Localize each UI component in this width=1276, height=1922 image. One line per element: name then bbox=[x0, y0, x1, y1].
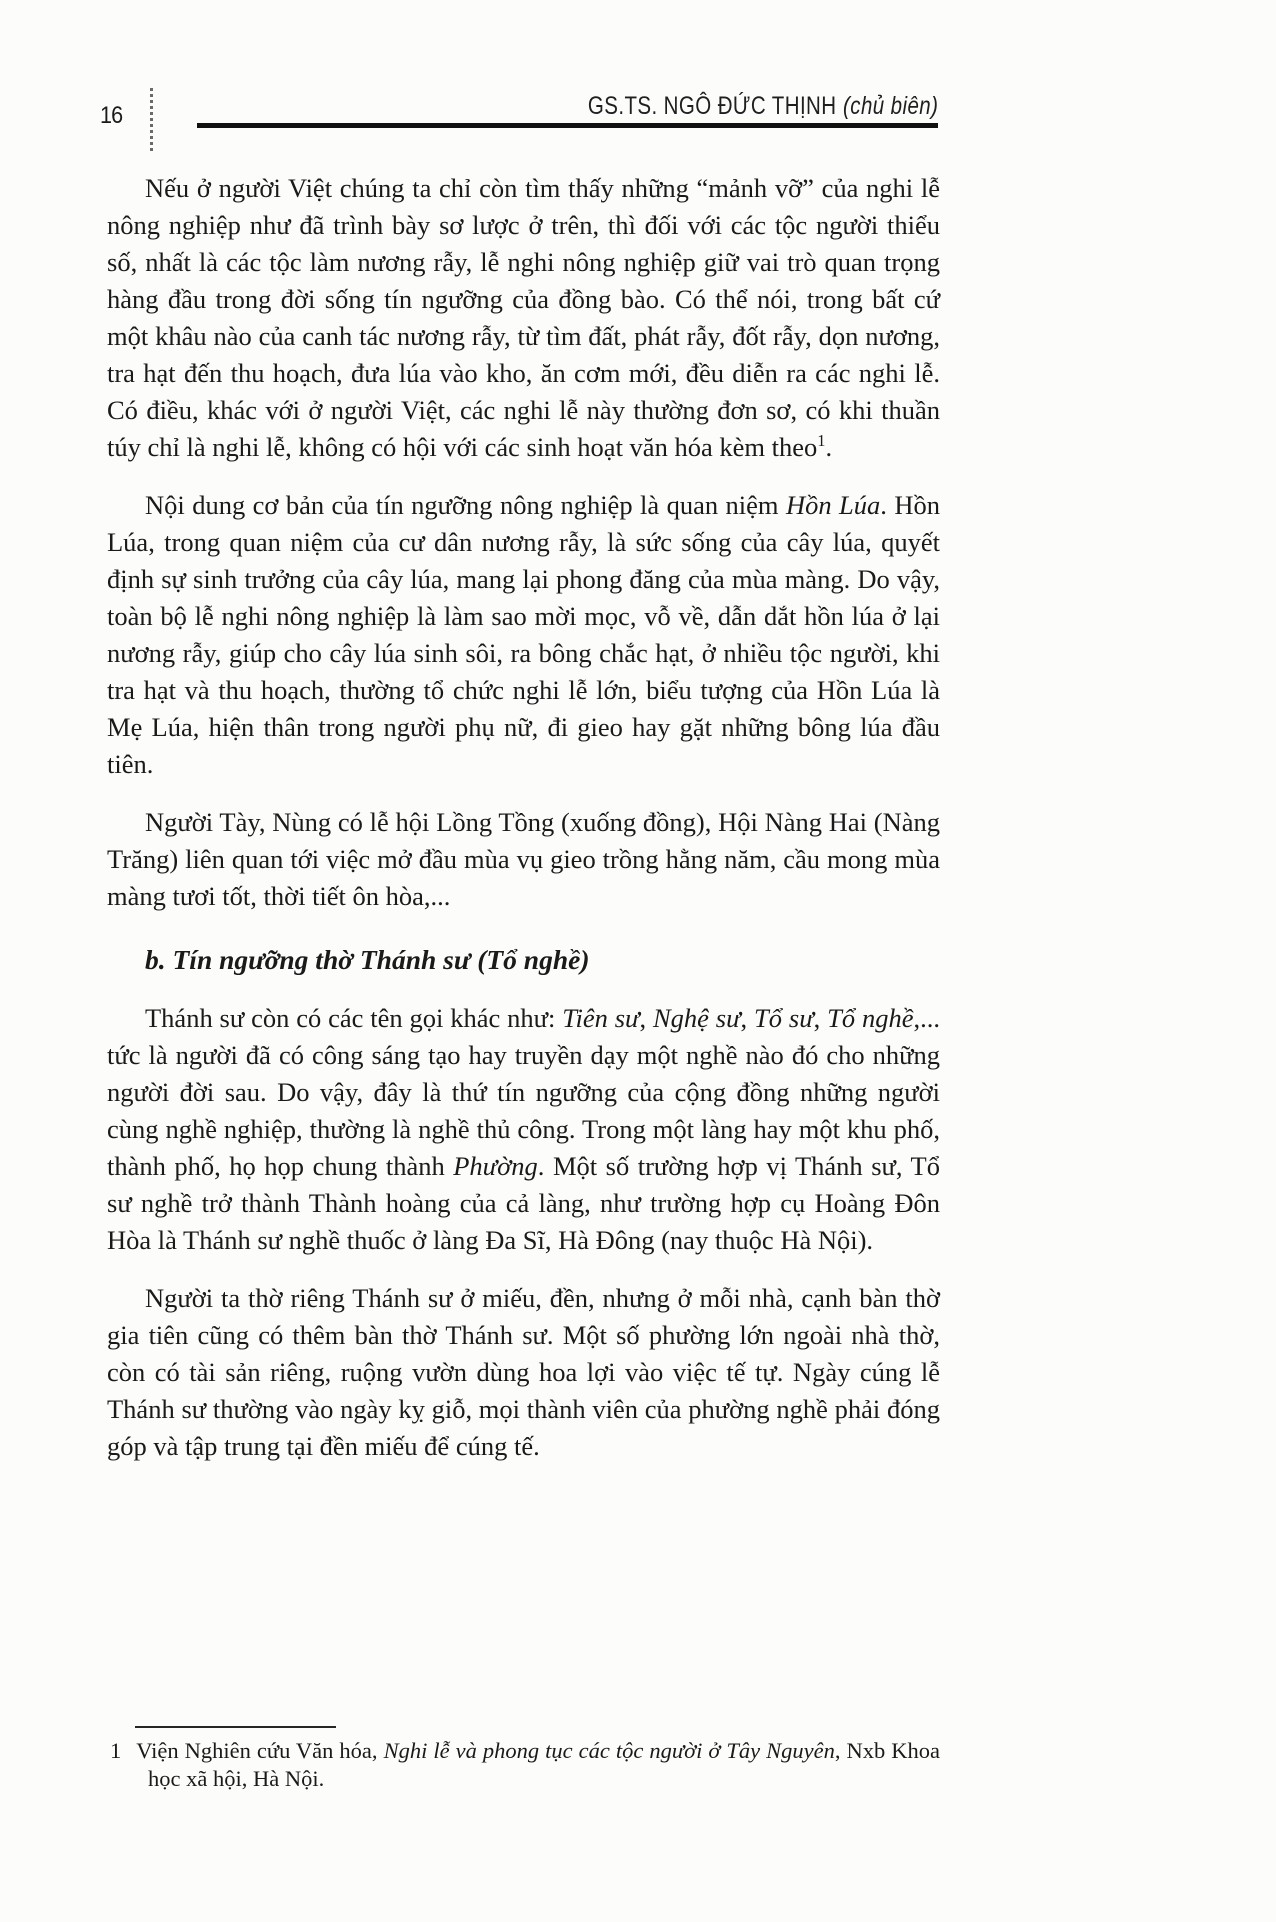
body-paragraph bbox=[107, 1000, 940, 1259]
running-head-role: (chủ biên) bbox=[842, 92, 938, 120]
body-paragraph bbox=[107, 170, 940, 466]
running-head-author: GS.TS. NGÔ ĐỨC THỊNH bbox=[587, 92, 837, 120]
text-run: ,... tức là người đã có công sáng tạo hay truyền dạy một nghề nào đó cho những người đời sau. Do vậy, đây là thứ tín ngưỡng của cộng đồng những người cùng nghề nghiệp, thường là nghề thủ công. Trong một làng hay một khu phố, thành phố, họ họp chung thành bbox=[107, 1003, 941, 1181]
text-run: , bbox=[639, 1003, 653, 1033]
footnote-separator bbox=[135, 1726, 336, 1728]
footnote-line bbox=[110, 1737, 940, 1793]
text-run: , Nxb Khoa học xã hội, Hà Nội. bbox=[148, 1738, 941, 1791]
text-run: Người Tày, Nùng có lễ hội Lồng Tồng (xuống đồng), Hội Nàng Hai (Nàng Trăng) liên quan tới việc mở đầu mùa vụ gieo trồng hằng năm, cầu mong mùa màng tươi tốt, thời tiết ôn hòa,... bbox=[107, 807, 940, 911]
text-run: b. Tín ngưỡng thờ Thánh sư (Tổ nghề) bbox=[145, 944, 590, 975]
body-paragraph bbox=[107, 804, 940, 915]
text-run: , bbox=[813, 1003, 828, 1033]
text-blocks bbox=[107, 170, 940, 1486]
italic-text-run: Hồn Lúa bbox=[785, 490, 881, 520]
text-run: . Một số trường hợp vị Thánh sư, Tổ sư nghề trở thành Thành hoàng của cả làng, như trường hợp cụ Hoàng Đôn Hòa là Thánh sư nghề thuốc ở làng Đa Sĩ, Hà Đông (nay thuộc Hà Nội). bbox=[107, 1151, 940, 1255]
header-rule bbox=[197, 123, 938, 128]
text-run: Người ta thờ riêng Thánh sư ở miếu, đền, nhưng ở mỗi nhà, cạnh bàn thờ gia tiên cũng có thêm bàn thờ Thánh sư. Một số phường lớn ngoài nhà thờ, còn có tài sản riêng, ruộng vườn dùng hoa lợi vào việc tế tự. Ngày cúng lễ Thánh sư thường vào ngày kỵ giỗ, mọi thành viên của phường nghề phải đóng góp và tập trung tại đền miếu để cúng tế. bbox=[107, 1283, 940, 1461]
page-number: 16 bbox=[100, 102, 123, 129]
footnote-content bbox=[136, 1738, 940, 1791]
footnote-reference: 1 bbox=[817, 431, 826, 451]
header-ornament-line bbox=[150, 88, 153, 154]
text-run: Nếu ở người Việt chúng ta chỉ còn tìm thấy những “mảnh vỡ” của nghi lễ nông nghiệp như đã trình bày sơ lược ở trên, thì đối với các tộc người thiểu số, nhất là các tộc làm nương rẫy, lễ nghi nông nghiệp giữ vai trò quan trọng hàng đầu trong đời sống tín ngưỡng của đồng bào. Có thể nói, trong bất cứ một khâu nào của canh tác nương rẫy, từ tìm đất, phát rẫy, đốt rẫy, dọn nương, tra hạt đến thu hoạch, đưa lúa vào kho, ăn cơm mới, đều diễn ra các nghi lễ. Có điều, khác với ở người Việt, các nghi lễ này thường đơn sơ, có khi thuần túy chỉ là nghi lễ, không có hội với các sinh hoạt văn hóa kèm theo bbox=[107, 173, 940, 462]
text-run: . bbox=[825, 432, 833, 462]
italic-text-run: Nghệ sư bbox=[652, 1003, 741, 1033]
text-run: , bbox=[740, 1003, 755, 1033]
body-paragraph bbox=[107, 487, 940, 783]
section-heading bbox=[107, 941, 940, 978]
text-run: Thánh sư còn có các tên gọi khác như: bbox=[145, 1003, 563, 1033]
italic-text-run: Tổ sư bbox=[754, 1003, 814, 1033]
text-run: Viện Nghiên cứu Văn hóa, bbox=[136, 1738, 384, 1763]
italic-text-run: Tiên sư bbox=[562, 1003, 640, 1033]
body-paragraph bbox=[107, 1280, 940, 1465]
italic-text-run: Tổ nghề bbox=[827, 1003, 914, 1033]
italic-text-run: Nghi lễ và phong tục các tộc người ở Tây Nguyên bbox=[383, 1738, 835, 1763]
footnote bbox=[110, 1726, 940, 1793]
running-head bbox=[588, 92, 938, 121]
text-run: . Hồn Lúa, trong quan niệm của cư dân nương rẫy, là sức sống của cây lúa, quyết định sự sinh trưởng của cây lúa, mang lại phong đăng của mùa màng. Do vậy, toàn bộ lễ nghi nông nghiệp là làm sao mời mọc, vỗ về, dẫn dắt hồn lúa ở lại nương rẫy, giúp cho cây lúa sinh sôi, ra bông chắc hạt, ở nhiều tộc người, khi tra hạt và thu hoạch, thường tổ chức nghi lễ lớn, biểu tượng của Hồn Lúa là Mẹ Lúa, hiện thân trong người phụ nữ, đi gieo hay gặt những bông lúa đầu tiên. bbox=[107, 490, 940, 779]
italic-text-run: Phường bbox=[453, 1151, 538, 1181]
footnote-marker: 1 bbox=[110, 1738, 122, 1763]
text-run: Nội dung cơ bản của tín ngưỡng nông nghiệp là quan niệm bbox=[145, 490, 786, 520]
